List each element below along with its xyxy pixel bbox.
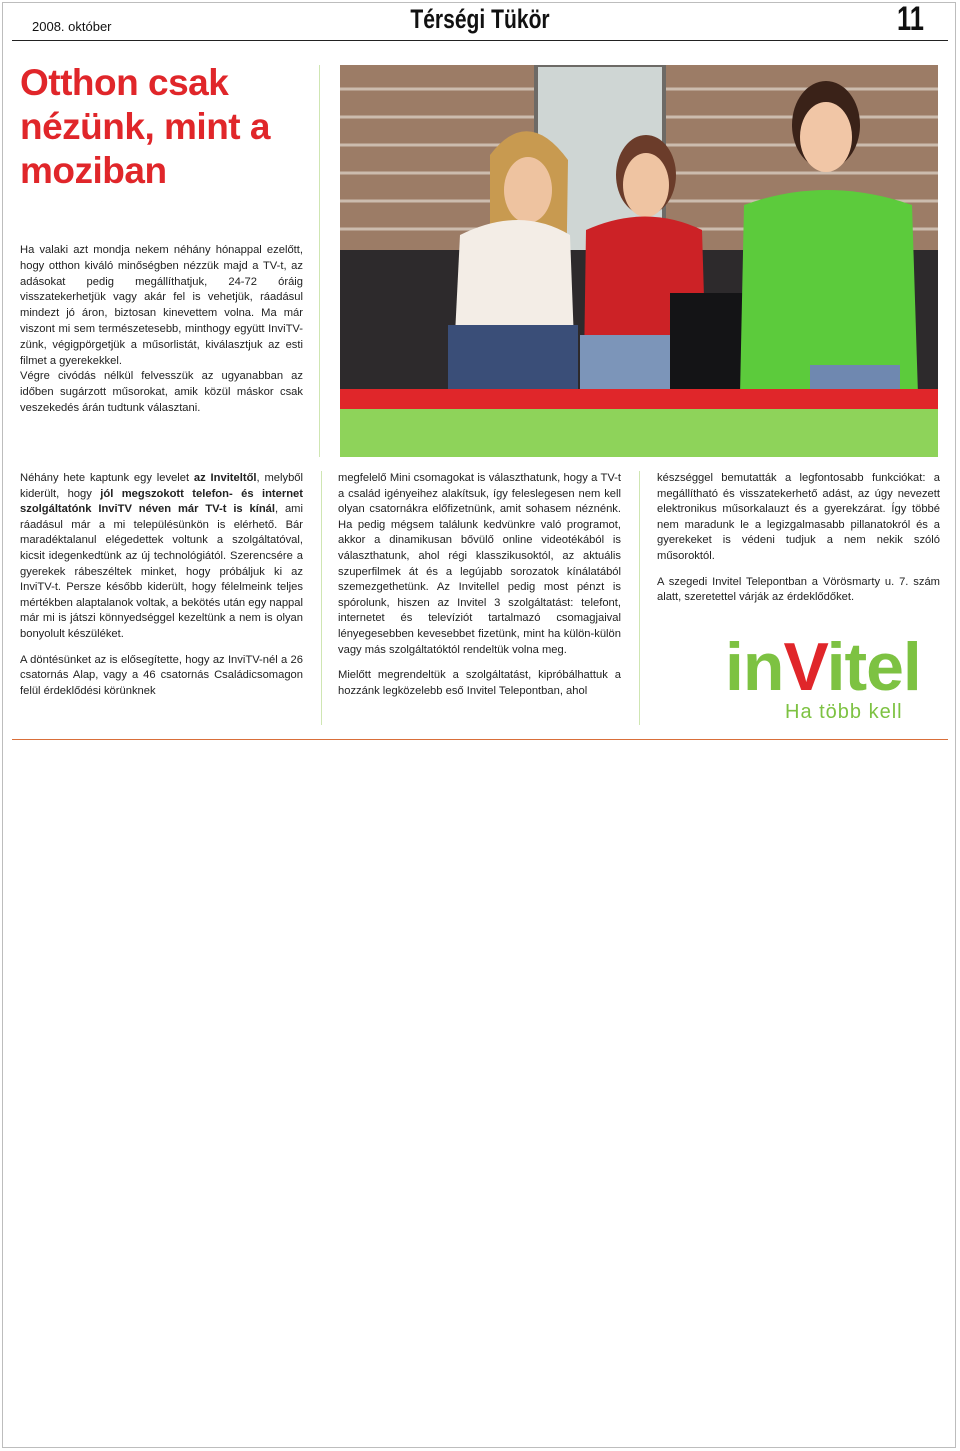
body-paragraph: Mielőtt megrendeltük a szolgáltatást, kipróbálhattuk a hozzánk legközelebb eső Invitel Telepontban, ahol	[338, 669, 621, 697]
body-paragraph	[20, 471, 303, 643]
body-text: , ami ráadásul már a mi településünkön is elérhető. Bár maradéktalanul elégedettek voltunk a szolgáltatóval, kicsit idegenkedtünk az új technológiától. Szerencsére a gyerekek rábeszéltek minket, hogy próbáljuk ki az InviTV-t. Persze később kiderült, hogy félelmeink teljes mértékben alaptalanok voltak, a bekötés után egy nappal már mi is játszi könnyedséggel kezeltünk a nem is olyan bonyolult készüléket.	[20, 503, 303, 640]
logo-tagline: Ha több kell	[785, 701, 903, 723]
logo-wordmark-part: in	[725, 629, 784, 705]
page-header	[12, 0, 948, 41]
column-divider	[321, 471, 322, 725]
invitel-logo	[725, 631, 945, 727]
article-lead	[20, 243, 303, 417]
body-bold-text: jól megszokott telefon- és internet szolgáltatónk InviTV néven már TV-t is kínál	[20, 487, 303, 516]
body-text: Néhány hete kaptunk egy levelet	[20, 472, 194, 484]
article-column-3	[657, 471, 940, 616]
article-column-1	[20, 471, 303, 709]
body-text: , melyből kiderült, hogy	[20, 472, 304, 500]
lead-paragraph: Ha valaki azt mondja nekem néhány hónappal ezelőtt, hogy otthon kiváló minőségben nézzük majd a TV-t, az adásokat pedig megállíthatjuk, 24-72 óráig visszatekerhetjük vagy akár fel is vehetjük, ráadásul mindezt jó áron, biztosan kinevettem volna. Ma már viszont mi sem természetesebb, minthogy együtt InviTV-zünk, végigpörgetjük a műsorlistát, kiválasztjuk az esti filmet a gyerekekkel.	[20, 244, 303, 367]
headline-line: nézünk, mint a	[20, 106, 270, 147]
headline-line: Otthon csak	[20, 62, 229, 103]
body-paragraph: megfelelő Mini csomagokat is választhatunk, hogy a TV-t a család igényeihez alakítsuk, így feleslegesen nem kell olyan csatornákra előfizetnünk, amit sohasem néznénk. Ha pedig mégsem találunk kedvünkre való programot, akkor a dinamikusan bővülő online videotékából is választhatunk, ahol régi klasszikusoktól, az aktuális szuperfilmek át és a legújabb sorozatok kínálatából szemezgethetünk. Az Invitellel pedig most pénzt is spórolunk, hiszen az Invitel 3 szolgáltatást: telefont, internetet és televíziót tartalmazó csomagjaival lényegesebben kevesebbet fizetünk, mint ha külön-külön vagy más szolgáltatóktól rendeltük volna meg.	[338, 472, 621, 656]
body-paragraph: A szegedi Invitel Telepontban a Vörösmarty u. 7. szám alatt, szeretettel várják az érdeklődőket.	[657, 575, 940, 604]
column-divider	[319, 65, 320, 457]
column-divider	[639, 471, 640, 725]
body-bold-text: az Inviteltől	[193, 472, 257, 484]
advertorial-article	[12, 47, 948, 740]
headline-line: moziban	[20, 150, 167, 191]
issue-date: 2008. október	[32, 19, 112, 34]
publication-title: Térségi Tükör	[410, 4, 550, 34]
three-women-on-sofa-image	[340, 65, 938, 457]
body-paragraph: A döntésünket az is elősegítette, hogy az InviTV-nél a 26 csatornás Alap, vagy a 46 csatornás Családicsomagon felül érdeklődési körünknek	[20, 653, 303, 697]
logo-wordmark-part: itel	[826, 629, 921, 705]
article-column-2	[338, 471, 621, 709]
article-headline	[20, 61, 310, 193]
lead-paragraph: Végre civódás nélkül felvesszük az ugyanabban az időben sugárzott műsorokat, amik közül máskor csak veszekedés árán tudtunk választani.	[20, 370, 303, 414]
logo-wordmark	[725, 631, 921, 703]
logo-wordmark-v: V	[783, 629, 827, 705]
article-photo	[340, 65, 938, 457]
page-number: 11	[897, 0, 924, 38]
body-paragraph: készséggel bemutatták a legfontosabb funkciókat: a megállítható és visszatekerhető adást, az úgy nevezett elektronikus műsorkalauzt és a gyerekzárat. Így többé nem maradunk le a legizgalmasabb pillanatokról és a gyerekeket is védeni tudjuk a nem nekik szóló műsoroktól.	[657, 472, 940, 562]
